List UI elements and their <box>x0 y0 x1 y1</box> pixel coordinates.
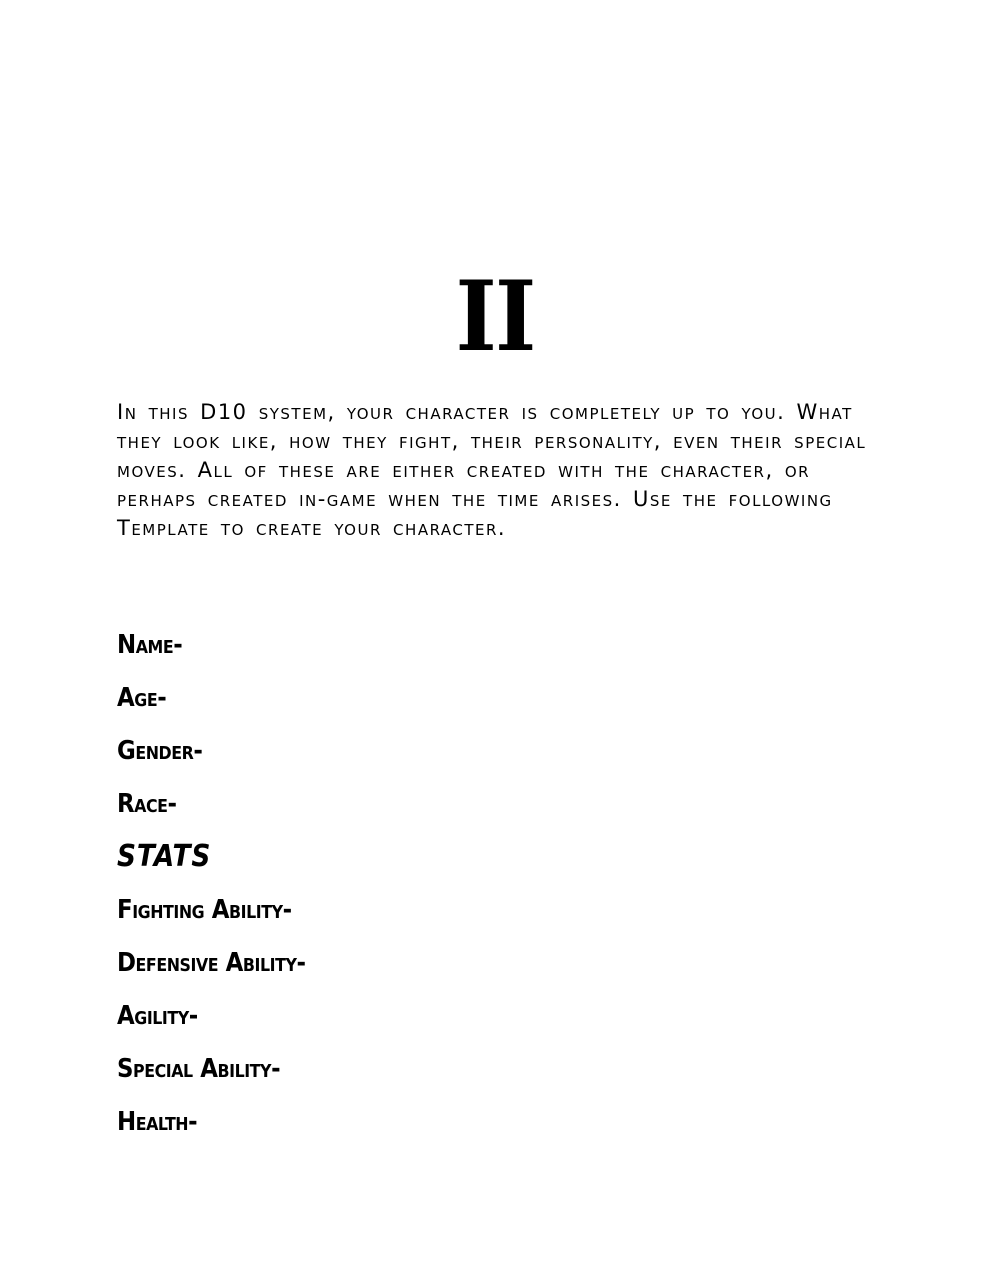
field-special-ability: Special Ability- <box>117 1054 281 1084</box>
field-age: Age- <box>117 683 167 713</box>
field-agility: Agility- <box>117 1001 198 1031</box>
intro-paragraph: In this D10 system, your character is completely up to you. What they look like, how they fight, their personality, even their special moves. All of these are either created with the character, or perhaps created in-game when the time arises. Use the following Template to create your character. <box>117 400 867 540</box>
chapter-numeral: II <box>455 260 535 373</box>
field-gender: Gender- <box>117 736 203 766</box>
stats-heading: STATS <box>117 839 212 874</box>
character-template <box>117 622 331 1152</box>
field-fighting-ability: Fighting Ability- <box>117 895 292 925</box>
field-defensive-ability: Defensive Ability- <box>117 948 306 978</box>
field-health: Health- <box>117 1107 198 1137</box>
field-name: Name- <box>117 630 183 660</box>
field-race: Race- <box>117 789 177 819</box>
